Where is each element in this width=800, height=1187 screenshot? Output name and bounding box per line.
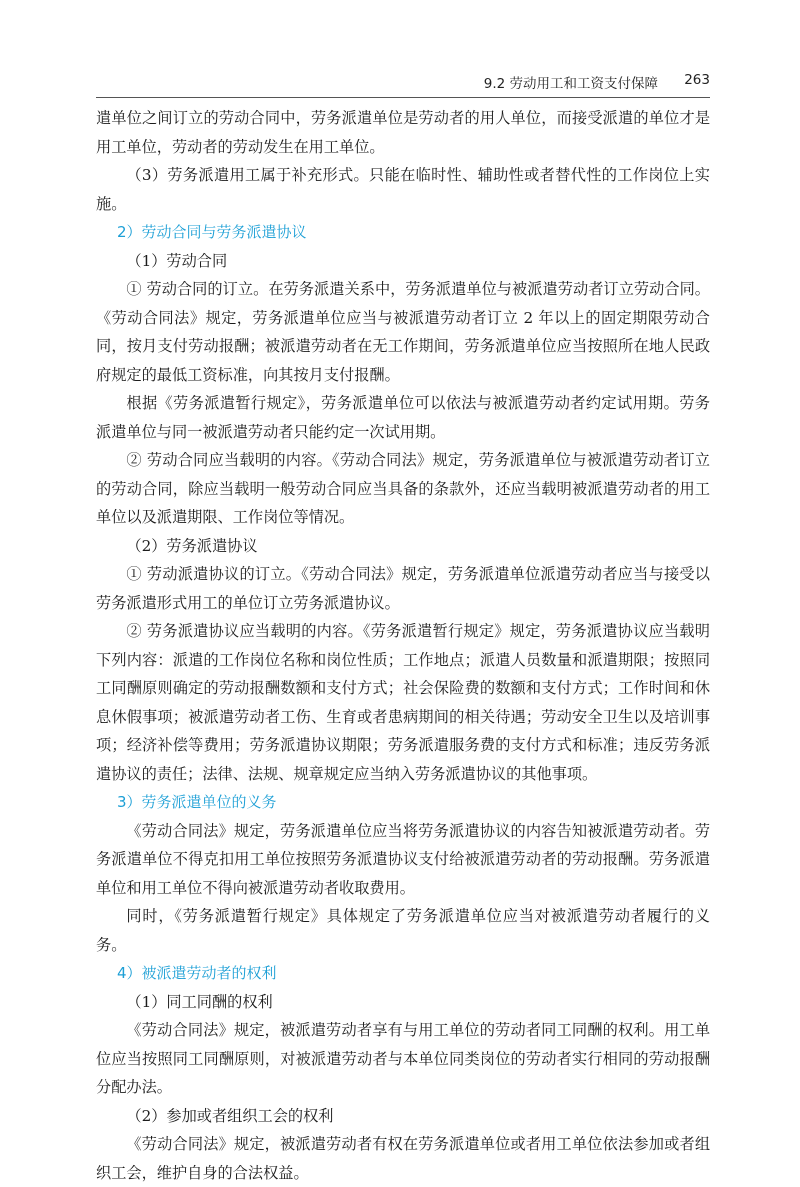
running-header xyxy=(96,68,710,94)
paragraph-continuation: 遣单位之间订立的劳动合同中，劳务派遣单位是劳动者的用人单位，而接受派遣的单位才是用工单位，劳动者的劳动发生在用工单位。 xyxy=(96,109,710,156)
paragraph-obligations: 《劳动合同法》规定，劳务派遣单位应当将劳务派遣协议的内容告知被派遣劳动者。劳务派遣单位不得克扣用工单位按照劳务派遣协议支付给被派遣劳动者的劳动报酬。劳务派遣单位和用工单位不得向被派遣劳动者收取费用。 xyxy=(96,821,710,897)
paragraph-contract-content: ② 劳动合同应当载明的内容。《劳动合同法》规定，劳务派遣单位与被派遣劳动者订立的劳动合同，除应当载明一般劳动合同应当具备的条款外，还应当载明被派遣劳动者的用工单位以及派遣期限、工作岗位等情况。 xyxy=(96,451,710,526)
paragraph-contract-signing: ① 劳动合同的订立。在劳务派遣关系中，劳务派遣单位与被派遣劳动者订立劳动合同。《劳动合同法》规定，劳务派遣单位应当与被派遣劳动者订立 2 年以上的固定期限劳动合同，按月支付劳动报酬；被派遣劳动者在无工作期间，劳务派遣单位应当按照所在地人民政府规定的最低工资标准，向其按月支付报酬。 xyxy=(96,280,710,384)
subheading-dispatch-agreement: （2）劳务派遣协议 xyxy=(126,536,258,555)
section-heading-2: 2）劳动合同与劳务派遣协议 xyxy=(117,223,307,241)
paragraph-agreement-content: ② 劳务派遣协议应当载明的内容。《劳务派遣暂行规定》规定，劳务派遣协议应当载明下列内容：派遣的工作岗位名称和岗位性质；工作地点；派遣人员数量和派遣期限；按照同工同酬原则确定的劳动报酬数额和支付方式；社会保险费的数额和支付方式；工作时间和休息休假事项；被派遣劳动者工伤、生育或者患病期间的相关待遇；劳动安全卫生以及培训事项；经济补偿等费用；劳务派遣协议期限；劳务派遣服务费的支付方式和标准；违反劳务派遣协议的责任；法律、法规、规章规定应当纳入劳务派遣协议的其他事项。 xyxy=(96,622,710,783)
body-text xyxy=(96,104,710,1187)
paragraph-agreement-signing: ① 劳动派遣协议的订立。《劳动合同法》规定，劳务派遣单位派遣劳动者应当与接受以劳务派遣形式用工的单位订立劳务派遣协议。 xyxy=(96,565,710,612)
section-heading-4: 4）被派遣劳动者的权利 xyxy=(117,964,277,982)
subheading-equal-pay: （1）同工同酬的权利 xyxy=(126,992,273,1011)
paragraph-equal-pay: 《劳动合同法》规定，被派遣劳动者享有与用工单位的劳动者同工同酬的权利。用工单位应当按照同工同酬原则，对被派遣劳动者与本单位同类岗位的劳动者实行相同的劳动报酬分配办法。 xyxy=(96,1021,710,1096)
subheading-union: （2）参加或者组织工会的权利 xyxy=(126,1106,334,1125)
page-number: 263 xyxy=(684,72,710,88)
paragraph-obligations-regulation: 同时，《劳务派遣暂行规定》具体规定了劳务派遣单位应当对被派遣劳动者履行的义务。 xyxy=(96,907,710,954)
section-heading-3: 3）劳务派遣单位的义务 xyxy=(117,793,277,811)
subheading-labor-contract: （1）劳动合同 xyxy=(126,251,228,270)
header-rule xyxy=(96,97,710,98)
paragraph-item-3: （3）劳务派遣用工属于补充形式。只能在临时性、辅助性或者替代性的工作岗位上实施。 xyxy=(96,166,710,213)
running-header-section: 9.2 劳动用工和工资支付保障 xyxy=(483,76,658,92)
paragraph-union: 《劳动合同法》规定，被派遣劳动者有权在劳务派遣单位或者用工单位依法参加或者组织工会，维护自身的合法权益。 xyxy=(96,1135,710,1182)
paragraph-probation: 根据《劳务派遣暂行规定》，劳务派遣单位可以依法与被派遣劳动者约定试用期。劳务派遣单位与同一被派遣劳动者只能约定一次试用期。 xyxy=(96,394,710,441)
